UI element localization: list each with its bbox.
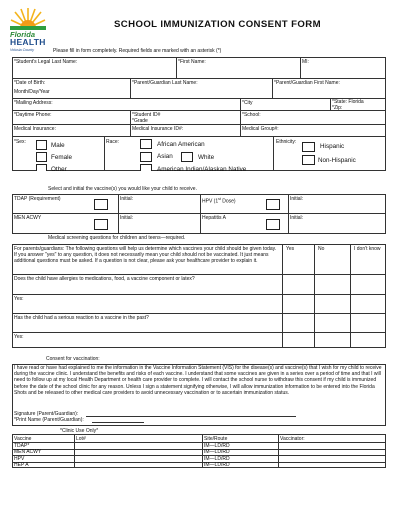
clinic-heading: *Clinic Use Only* <box>60 428 99 434</box>
vaccine-prompt: Select and initial the vaccine(s) you would like your child to receive. <box>48 186 197 192</box>
ethnicity-hispanic-checkbox[interactable] <box>302 142 315 152</box>
hepa-initial-label[interactable]: Initial: <box>290 215 304 221</box>
school-label[interactable]: *School: <box>242 112 261 118</box>
clinic-header-lot: Lot# <box>76 435 86 442</box>
sex-other-label: Other <box>51 166 67 173</box>
consent-heading: Consent for vaccination: <box>46 356 100 362</box>
sex-female-label: Female <box>51 154 72 161</box>
hepa-label: Hepatitis A <box>202 215 226 221</box>
group-label[interactable]: Medical Group#: <box>242 126 279 132</box>
page-title: SCHOOL IMMUNIZATION CONSENT FORM <box>114 19 321 30</box>
race-african-american-checkbox[interactable] <box>140 139 152 149</box>
dob-label[interactable]: *Date of Birth: <box>14 80 46 86</box>
race-white-checkbox[interactable] <box>181 152 193 162</box>
vaccine-table <box>12 194 386 234</box>
hpv-checkbox[interactable] <box>266 199 280 210</box>
answer-no-header: No <box>318 246 325 252</box>
ethnicity-non-hispanic-label: Non-Hispanic <box>318 157 356 164</box>
question-reaction-yes[interactable]: Yes: <box>14 334 24 340</box>
clinic-row-men-site: IM—LD/RD <box>204 449 230 455</box>
consent-text: I have read or have had explained to me the information in the Vaccine Information Statement (VIS) for the disease(s) and vaccine(s) that I wish for my child to receive during the vaccine clinic. I understand the benefits and risks of each vaccine. I understand that some vaccines are given in a series over a period of time and that I will need to follow up at my local Health Department or health care provider to complete. I will contact the school nurse to withdraw this consent if my child is immunized before the date of the school clinic for any reason. Unless I sign a statement signifying otherwise, I will allow immunization information to be entered into the Florida Shots and be released to other medical care providers to avoid unnecessary vaccination or to ascertain immunization status. <box>14 365 382 396</box>
zip-label[interactable]: *Zip: <box>332 104 343 111</box>
race-asian-checkbox[interactable] <box>140 152 152 162</box>
mi-label[interactable]: MI: <box>302 59 309 65</box>
clinic-table <box>12 434 386 468</box>
insurance-id-label[interactable]: Medical Insurance ID#: <box>132 126 184 132</box>
answer-dont-know-header: I don't know <box>354 246 381 252</box>
state-label[interactable]: *State: Florida <box>332 99 364 105</box>
tdap-label: TDAP (Requirement) <box>14 196 61 202</box>
sex-label: *Sex: <box>14 139 26 145</box>
dob-format: Month/Day/Year <box>14 89 50 95</box>
screening-intro: For parents/guardians: The following questions will help us determine which vaccines your child should be given today. If you answer "yes" to any question, it does not necessarily mean your child should not be vaccinated. It just means additional questions must be asked. If a question is not clear, please ask your healthcare provider to explain it. <box>14 246 277 265</box>
city-label[interactable]: *City <box>242 100 253 106</box>
clinic-row-tdap: TDAP* <box>14 442 30 449</box>
clinic-row-men: MEN ACWY <box>14 449 42 455</box>
question-allergies-yes[interactable]: Yes: <box>14 296 24 302</box>
sun-icon <box>10 6 46 30</box>
mailing-label[interactable]: *Mailing Address: <box>14 100 53 106</box>
insurance-label[interactable]: Medical Insurance: <box>14 126 56 132</box>
men-acwy-label: MEN ACWY <box>14 215 42 221</box>
clinic-row-hpv-site: IM—LD/RD <box>204 455 230 462</box>
first-name-label[interactable]: *First Name: <box>178 59 206 65</box>
hpv-label: HPV (1st Dose) <box>202 197 236 205</box>
race-asian-label: Asian <box>157 153 173 160</box>
ethnicity-non-hispanic-checkbox[interactable] <box>302 155 315 165</box>
clinic-row-hpv: HPV <box>14 455 25 462</box>
guardian-last-label[interactable]: *Parent/Guardian Last Name: <box>132 80 198 86</box>
clinic-row-hepa: HEP A <box>14 462 29 468</box>
question-reaction: Has the child had a serious reaction to a vaccine in the past? <box>14 315 149 321</box>
ethnicity-hispanic-label: Hispanic <box>320 143 345 150</box>
sex-male-label: Male <box>51 142 65 149</box>
logo-county: Volusia County <box>10 48 35 52</box>
grade-label[interactable]: *Grade <box>132 118 148 124</box>
clinic-header-vaccine: Vaccine <box>14 435 32 442</box>
clinic-header-site: Site/Route <box>204 435 228 442</box>
men-acwy-checkbox[interactable] <box>94 219 108 230</box>
race-african-american-label: African American <box>157 141 205 148</box>
men-initial-label[interactable]: Initial: <box>120 215 134 221</box>
signature-label[interactable]: Signature (Parent/Guardian): <box>14 411 79 417</box>
clinic-row-hepa-site: IM—LD/RD <box>204 462 230 468</box>
sex-male-checkbox[interactable] <box>36 140 47 150</box>
instructions: Please fill in form completely. Required fields are marked with an asterisk (*) <box>53 48 222 54</box>
guardian-first-label[interactable]: *Parent/Guardian First Name: <box>274 80 340 86</box>
student-id-label[interactable]: *Student ID# <box>132 112 161 118</box>
screening-heading: Medical screening questions for children and teens—required. <box>48 235 186 241</box>
race-white-label: White <box>198 154 215 161</box>
tdap-initial-label[interactable]: Initial: <box>120 196 134 202</box>
question-allergies: Does the child have allergies to medications, food, a vaccine component or latex? <box>14 276 195 282</box>
race-native-checkbox[interactable] <box>140 164 152 171</box>
phone-label[interactable]: *Daytime Phone: <box>14 112 52 118</box>
last-name-label[interactable]: *Student's Legal Last Name: <box>14 59 78 65</box>
logo-health: HEALTH <box>10 37 46 47</box>
clinic-header-vaccinator: Vaccinator: <box>280 435 305 442</box>
hpv-initial-label[interactable]: Initial: <box>290 196 304 202</box>
race-label: Race: <box>106 139 120 145</box>
answer-yes-header: Yes <box>286 246 295 252</box>
logo-florida: Florida <box>10 30 36 39</box>
florida-health-logo <box>10 6 46 56</box>
clinic-row-tdap-site: IM—LD/RD <box>204 442 230 449</box>
print-name-label[interactable]: *Print Name (Parent/Guardian): <box>14 417 84 423</box>
race-native-label: American Indian/Alaskan Native <box>157 166 247 173</box>
sex-other-checkbox[interactable] <box>36 164 47 171</box>
tdap-checkbox[interactable] <box>94 199 108 210</box>
hepa-checkbox[interactable] <box>266 219 280 230</box>
ethnicity-label: Ethnicity: <box>276 139 297 145</box>
sex-female-checkbox[interactable] <box>36 152 47 162</box>
